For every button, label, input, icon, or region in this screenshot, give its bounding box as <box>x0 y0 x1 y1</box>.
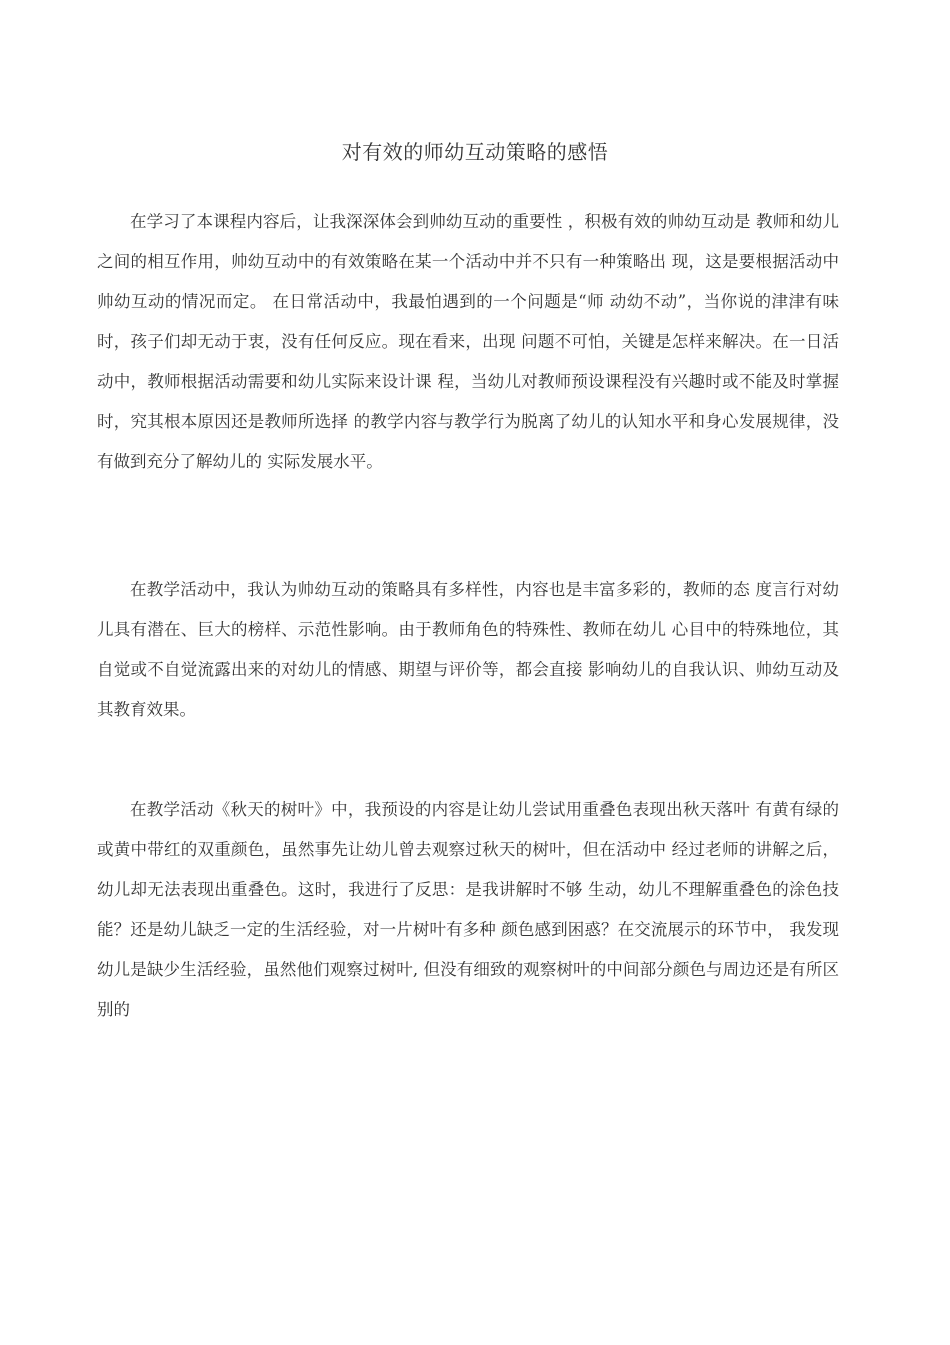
document-title: 对有效的师幼互动策略的感悟 <box>341 140 609 164</box>
paragraph-2: 在教学活动中，我认为帅幼互动的策略具有多样性，内容也是丰富多彩的，教师的态 度言行对幼儿具有潜在、巨大的榜样、示范性影响。由于教师角色的特殊性、教师在幼儿 心目中的特殊地位，其自觉或不自觉流露出来的对幼儿的情感、期望与评价等，都会直接 影响幼儿的自我认识、帅幼互动及其教育效果。 <box>97 580 839 719</box>
paragraph-1: 在学习了本课程内容后，让我深深体会到帅幼互动的重要性 ，积极有效的帅幼互动是 教师和幼儿之间的相互作用，帅幼互动中的有效策略在某一个活动中并不只有一种策略出 现，这是要根据活动中帅幼互动的情况而定。 在日常活动中，我最怕遇到的一个问题是“师 动幼不动”，当你说的津津有味时，孩子们却无动于衷，没有任何反应。现在看来，出现 问题不可怕，关键是怎样来解决。在一日活动中，教师根据活动需要和幼儿实际来设计课 程，当幼儿对教师预设课程没有兴趣时或不能及时掌握时，究其根本原因还是教师所选择 的教学内容与教学行为脱离了幼儿的认知水平和身心发展规律，没有做到充分了解幼儿的 实际发展水平。 <box>97 212 839 471</box>
paragraph-3: 在教学活动《秋天的树叶》中，我预设的内容是让幼儿尝试用重叠色表现出秋天落叶 有黄有绿的或黄中带红的双重颜色，虽然事先让幼儿曾去观察过秋天的树叶，但在活动中 经过老师的讲解之后，幼儿却无法表现出重叠色。这时，我进行了反思：是我讲解时不够 生动，幼儿不理解重叠色的涂色技能？还是幼儿缺乏一定的生活经验，对一片树叶有多种 颜色感到困惑？在交流展示的环节中， 我发现幼儿是缺少生活经验，虽然他们观察过树叶, 但没有细致的观察树叶的中间部分颜色与周边还是有所区别的 <box>97 800 839 1019</box>
